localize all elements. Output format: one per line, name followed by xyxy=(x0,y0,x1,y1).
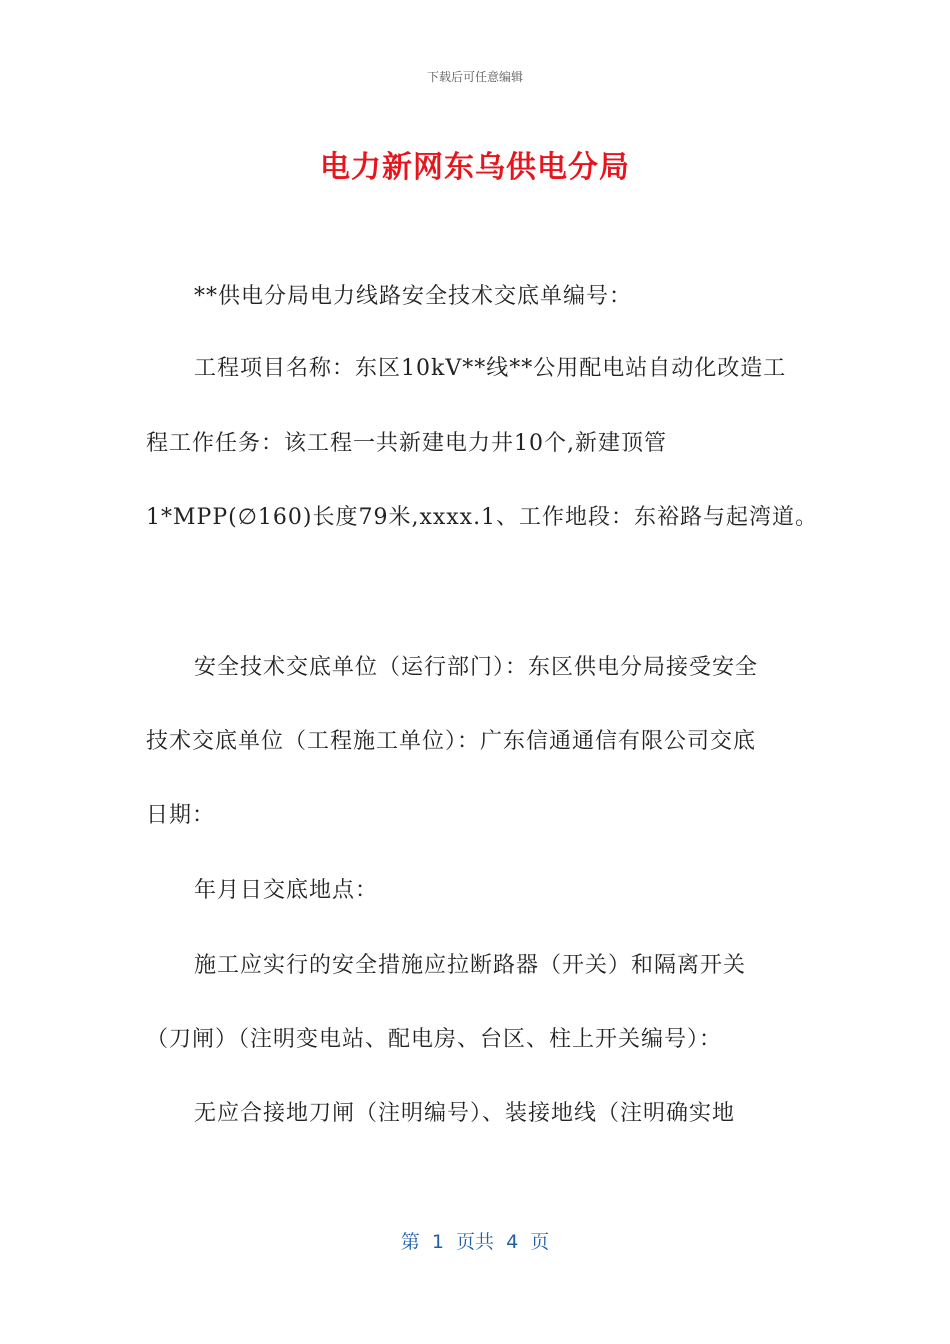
paragraph-line-1: **供电分局电力线路安全技术交底单编号： xyxy=(194,284,633,309)
paragraph-line-8: 年月日交底地点： xyxy=(194,878,379,903)
paragraph-line-5: 安全技术交底单位（运行部门）：东区供电分局接受安全 xyxy=(194,655,759,680)
paragraph-line-2: 工程项目名称：东区10kV**线**公用配电站自动化改造工 xyxy=(194,356,787,381)
page-footer: 第 1 页共 4 页 xyxy=(400,1231,550,1253)
header-note: 下载后可任意编辑 xyxy=(426,70,523,84)
paragraph-line-6: 技术交底单位（工程施工单位）：广东信通通信有限公司交底 xyxy=(146,729,757,754)
paragraph-line-3: 程工作任务：该工程一共新建电力井10个,新建顶管 xyxy=(146,431,667,456)
paragraph-line-9: 施工应实行的安全措施应拉断路器（开关）和隔离开关 xyxy=(194,953,747,978)
document-title: 电力新网东乌供电分局 xyxy=(320,150,630,185)
paragraph-line-7: 日期： xyxy=(146,803,216,828)
paragraph-line-4: 1*MPP(∅160)长度79米,xxxx.1、工作地段：东裕路与起湾道。 xyxy=(146,505,819,530)
paragraph-line-10: （刀闸）（注明变电站、配电房、台区、柱上开关编号）： xyxy=(146,1027,723,1052)
paragraph-line-11: 无应合接地刀闸（注明编号）、装接地线（注明确实地 xyxy=(194,1101,736,1126)
